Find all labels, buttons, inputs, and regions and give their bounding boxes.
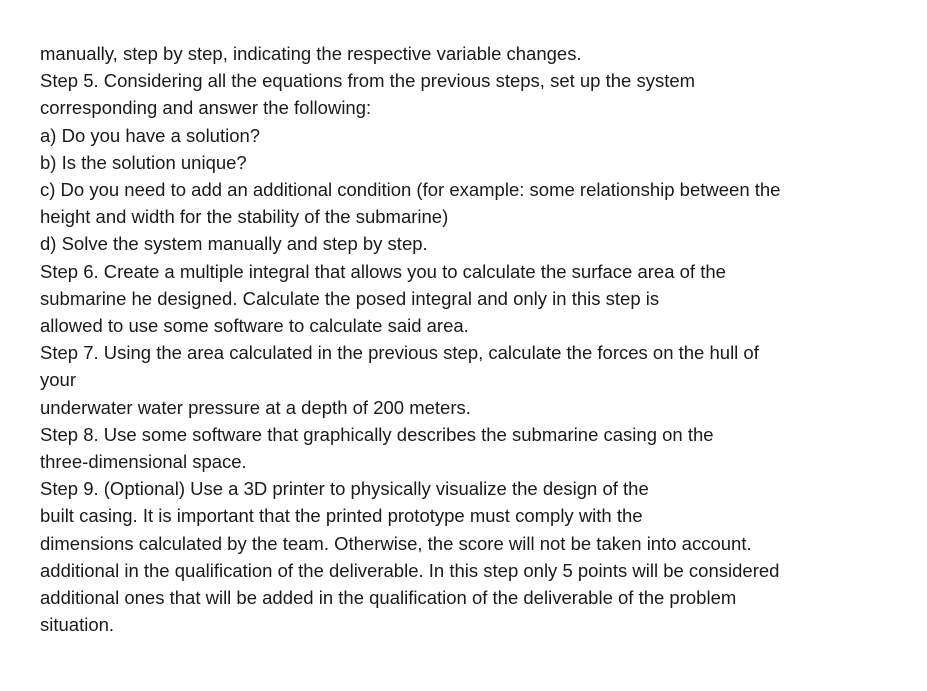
text-line: additional in the qualification of the deliverable. In this step only 5 points will be considered <box>40 559 780 581</box>
text-line: Step 9. (Optional) Use a 3D printer to physically visualize the design of the <box>40 478 649 500</box>
text-line: Step 7. Using the area calculated in the previous step, calculate the forces on the hull of <box>40 342 759 364</box>
text-line: height and width for the stability of the submarine) <box>40 206 449 228</box>
text-line: underwater water pressure at a depth of 200 meters. <box>40 396 471 418</box>
text-line: Step 5. Considering all the equations from the previous steps, set up the system <box>40 70 696 92</box>
text-line: additional ones that will be added in the qualification of the deliverable of the problem <box>40 587 737 609</box>
text-line: b) Is the solution unique? <box>40 151 247 173</box>
text-line: dimensions calculated by the team. Otherwise, the score will not be taken into account. <box>40 532 752 554</box>
text-line: a) Do you have a solution? <box>40 124 261 146</box>
text-line: c) Do you need to add an additional condition (for example: some relationship between the <box>40 179 781 201</box>
text-line: corresponding and answer the following: <box>40 97 372 119</box>
text-line: Step 6. Create a multiple integral that allows you to calculate the surface area of the <box>40 260 726 282</box>
text-line: situation. <box>40 614 115 636</box>
text-line: d) Solve the system manually and step by step. <box>40 233 428 255</box>
text-line: Step 8. Use some software that graphically describes the submarine casing on the <box>40 423 714 445</box>
text-line: allowed to use some software to calculate said area. <box>40 315 469 337</box>
text-line: submarine he designed. Calculate the posed integral and only in this step is <box>40 287 660 309</box>
document-body <box>40 40 910 638</box>
text-line: three-dimensional space. <box>40 451 247 473</box>
text-line: built casing. It is important that the printed prototype must comply with the <box>40 505 643 527</box>
text-line: your <box>40 369 76 391</box>
text-line: manually, step by step, indicating the respective variable changes. <box>40 43 582 64</box>
